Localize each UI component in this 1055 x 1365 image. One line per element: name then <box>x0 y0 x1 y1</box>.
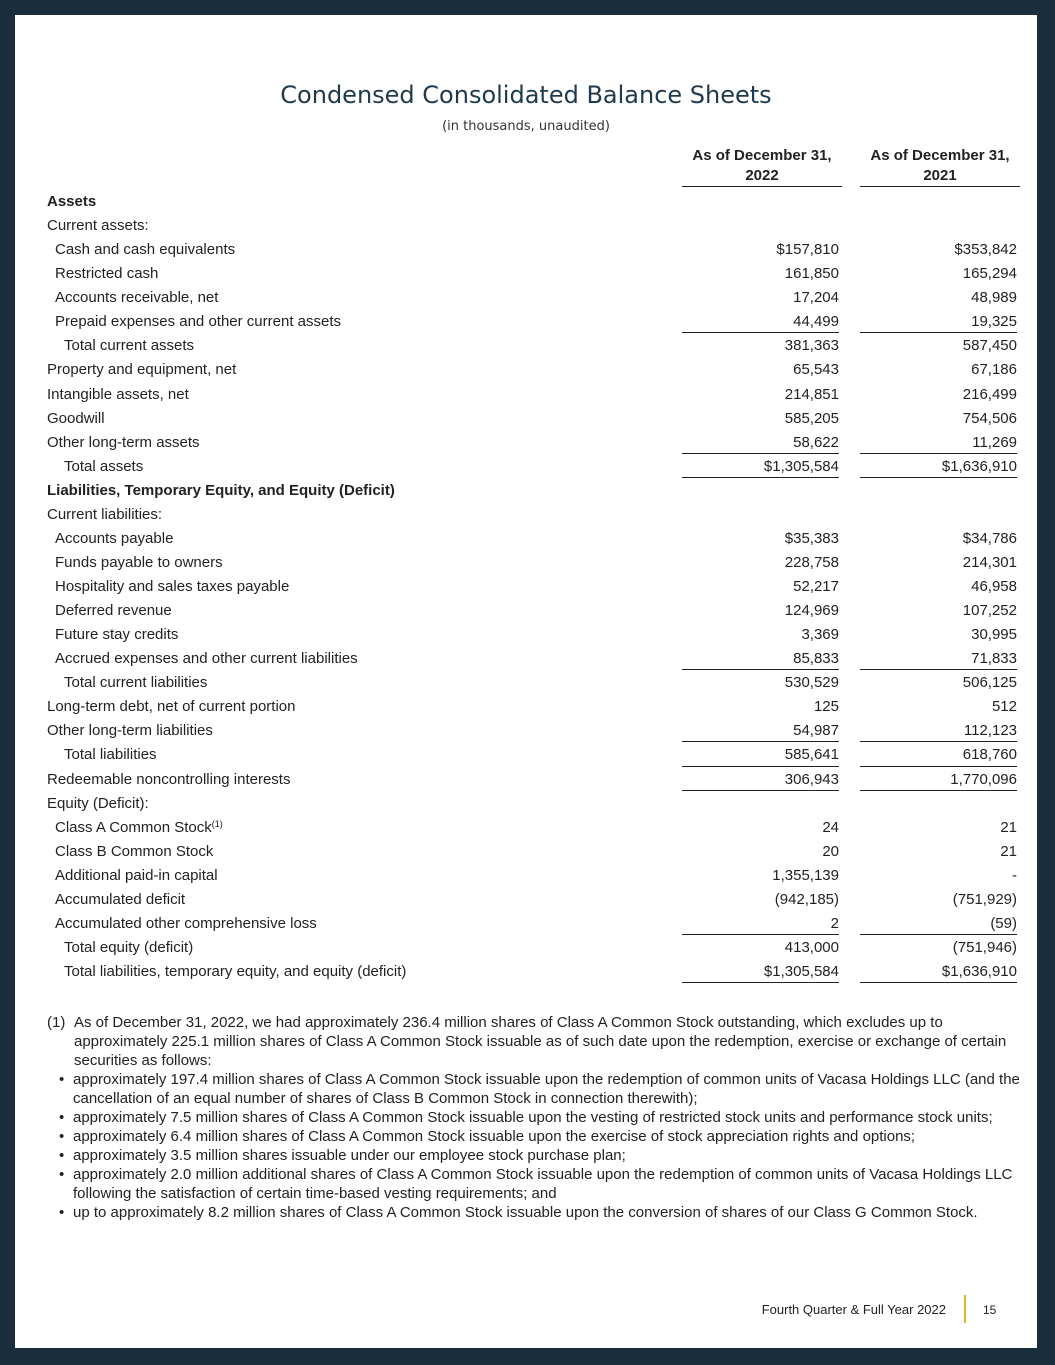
table-row <box>47 935 1019 959</box>
row-label-text: Total equity (deficit) <box>64 938 194 956</box>
table-row <box>47 285 1019 309</box>
row-label-text: Intangible assets, net <box>47 385 189 403</box>
value-2022: $1,305,584 <box>763 457 839 475</box>
bullet-icon: • <box>59 1109 65 1126</box>
row-label <box>55 650 358 667</box>
table-row <box>47 646 1019 670</box>
row-label <box>64 674 207 691</box>
table-row <box>47 694 1019 718</box>
row-label-text: Hospitality and sales taxes payable <box>55 578 290 595</box>
footnote <box>47 1013 1022 1222</box>
table-row <box>47 550 1019 574</box>
row-label-text: Accumulated deficit <box>55 890 186 908</box>
total-rule <box>682 982 839 983</box>
row-label-text: Total liabilities <box>64 746 157 764</box>
value-2021: $1,636,910 <box>941 963 1017 980</box>
value-2021: 1,770,096 <box>950 770 1017 788</box>
row-label-text: Funds payable to owners <box>55 553 223 571</box>
value-2021: 506,125 <box>962 674 1017 692</box>
row-label-text: Total current liabilities <box>64 674 208 692</box>
row-label <box>47 506 162 523</box>
table-row <box>47 863 1019 887</box>
row-label-text: Equity (Deficit): <box>47 794 149 812</box>
row-label-text: Restricted cash <box>55 265 159 283</box>
page-number: 15 <box>983 1303 997 1317</box>
value-2021: 21 <box>1000 818 1017 836</box>
value-2022: 381,363 <box>784 337 839 355</box>
table-row <box>47 478 1019 502</box>
value-2021: 618,760 <box>962 746 1017 764</box>
value-2022: 58,622 <box>793 433 839 451</box>
value-2021: 754,506 <box>962 409 1017 427</box>
value-2022: 413,000 <box>784 938 839 956</box>
row-label <box>55 915 317 932</box>
footnote-item-text: approximately 3.5 million shares issuable under our employee stock purchase plan; <box>73 1147 626 1164</box>
table-row <box>47 430 1019 454</box>
value-2021: 216,499 <box>962 385 1017 403</box>
value-2022: 306,943 <box>784 770 839 788</box>
total-rule <box>860 982 1017 983</box>
page-title: Condensed Consolidated Balance Sheets <box>280 81 772 109</box>
table-row <box>47 574 1019 598</box>
footnote-list-item <box>59 1146 1022 1165</box>
table-row <box>47 357 1019 381</box>
footer-divider <box>964 1295 966 1323</box>
row-label <box>47 434 200 451</box>
value-2021: 11,269 <box>972 433 1017 451</box>
row-label-text: Prepaid expenses and other current assets <box>55 313 342 331</box>
row-label-text: Accrued expenses and other current liabilities <box>55 650 358 668</box>
table-row <box>47 213 1019 237</box>
footnote-item-text: approximately 197.4 million shares of Class A Common Stock issuable upon the redemption of common units of Vacasa Holdings LLC (and the cancellation of an equal number of shares of Class B Common Stock in connection therewith); <box>73 1071 1020 1107</box>
row-label <box>55 265 158 282</box>
row-label-text: Accounts payable <box>55 529 174 547</box>
row-label-text: Class B Common Stock <box>55 842 214 860</box>
footnote-item-text: approximately 6.4 million shares of Class A Common Stock issuable upon the exercise of stock appreciation rights and options; <box>73 1128 916 1145</box>
footnote-reference: (1) <box>211 818 223 829</box>
column-header-2021: As of December 31, 2021 <box>860 146 1020 187</box>
value-2022: 52,217 <box>793 578 839 595</box>
row-label <box>64 939 193 956</box>
row-label-text: Total current assets <box>64 337 195 355</box>
row-label-text: Future stay credits <box>55 626 179 644</box>
balance-sheet-table <box>47 189 1019 983</box>
value-2021: 512 <box>991 698 1017 716</box>
table-row <box>47 454 1019 478</box>
value-2021: 107,252 <box>962 602 1017 620</box>
value-2021: $353,842 <box>954 241 1017 259</box>
row-label-text: Other long-term liabilities <box>47 722 213 740</box>
value-2022: 585,205 <box>784 409 839 427</box>
value-2021: 587,450 <box>962 337 1017 355</box>
bullet-icon: • <box>59 1166 65 1183</box>
row-label <box>55 530 173 547</box>
row-label <box>55 554 223 571</box>
value-2022: 125 <box>813 698 839 716</box>
row-label <box>47 722 213 739</box>
row-label-text: Redeemable noncontrolling interests <box>47 770 291 788</box>
document-page <box>15 15 1037 1348</box>
row-label <box>47 698 295 715</box>
row-label <box>55 819 223 836</box>
table-row <box>47 382 1019 406</box>
value-2022: 585,641 <box>784 746 839 764</box>
row-label-text: Class A Common Stock <box>55 818 212 836</box>
row-label-text: Other long-term assets <box>47 433 200 451</box>
value-2021: - <box>1012 866 1017 884</box>
value-2022: 44,499 <box>793 313 839 331</box>
footnote-list-item <box>59 1108 1022 1127</box>
value-2022: $157,810 <box>776 241 839 259</box>
value-2022: $1,305,584 <box>763 963 839 980</box>
row-label <box>47 795 149 812</box>
table-row <box>47 333 1019 357</box>
value-2022: 17,204 <box>793 289 839 307</box>
value-2021: (59) <box>990 914 1017 932</box>
row-label-text: Total liabilities, temporary equity, and equity (deficit) <box>64 963 407 980</box>
table-row <box>47 526 1019 550</box>
value-2021: $34,786 <box>962 529 1017 547</box>
value-2021: $1,636,910 <box>941 457 1017 475</box>
row-label-text: Goodwill <box>47 409 105 427</box>
row-label <box>55 867 218 884</box>
table-row <box>47 791 1019 815</box>
row-label-text: Long-term debt, net of current portion <box>47 698 296 716</box>
footnote-text: As of December 31, 2022, we had approximately 236.4 million shares of Class A Common Stock outstanding, which excludes up to approximately 225.1 million shares of Class A Common Stock issuable as of such date upon the redemption, exercise or exchange of certain securities as follows: <box>74 1014 1007 1069</box>
row-label-text: Property and equipment, net <box>47 361 237 379</box>
value-2022: 54,987 <box>793 722 839 740</box>
value-2021: (751,929) <box>952 890 1017 908</box>
row-label-text: Deferred revenue <box>55 602 172 620</box>
table-row <box>47 598 1019 622</box>
value-2021: 112,123 <box>963 722 1017 740</box>
table-row <box>47 959 1019 983</box>
row-label <box>47 771 290 788</box>
value-2022: 2 <box>830 914 839 932</box>
row-label-text: Current liabilities: <box>47 505 163 523</box>
row-label-text: Liabilities, Temporary Equity, and Equity (Deficit) <box>47 481 395 499</box>
value-2021: 30,995 <box>971 626 1017 644</box>
row-label-text: Additional paid-in capital <box>55 866 218 884</box>
row-label <box>55 626 178 643</box>
table-row <box>47 237 1019 261</box>
table-row <box>47 742 1019 766</box>
footnote-list-item <box>59 1165 1022 1203</box>
row-label <box>64 337 194 354</box>
row-label <box>55 313 341 330</box>
value-2022: 65,543 <box>793 361 839 379</box>
value-2022: 3,369 <box>801 626 839 644</box>
table-row <box>47 718 1019 742</box>
row-label <box>47 361 236 378</box>
row-label <box>55 602 172 619</box>
table-row <box>47 261 1019 285</box>
value-2021: 67,186 <box>971 361 1017 379</box>
value-2022: 20 <box>822 842 839 860</box>
bullet-icon: • <box>59 1128 65 1145</box>
row-label <box>55 843 213 860</box>
row-label <box>64 963 406 980</box>
table-row <box>47 670 1019 694</box>
row-label-text: Cash and cash equivalents <box>55 241 236 259</box>
row-label-text: Current assets: <box>47 217 149 235</box>
value-2022: 530,529 <box>784 674 839 692</box>
table-row <box>47 189 1019 213</box>
table-row <box>47 839 1019 863</box>
row-label <box>47 482 395 499</box>
value-2022: 228,758 <box>784 553 839 571</box>
row-label <box>47 386 189 403</box>
footnote-item-text: approximately 7.5 million shares of Class A Common Stock issuable upon the vesting of restricted stock units and performance stock units; <box>73 1109 993 1126</box>
table-row <box>47 406 1019 430</box>
value-2022: 161,850 <box>784 265 839 283</box>
value-2021: 165,294 <box>962 265 1017 283</box>
footnote-list <box>47 1070 1022 1222</box>
row-label-text: Assets <box>47 193 97 210</box>
footnote-list-item <box>59 1127 1022 1146</box>
value-2021: 48,989 <box>971 289 1017 307</box>
value-2021: 71,833 <box>971 650 1017 668</box>
footer-text: Fourth Quarter & Full Year 2022 <box>761 1302 946 1317</box>
value-2021: (751,946) <box>952 938 1017 956</box>
footnote-list-item <box>59 1070 1022 1108</box>
footnote-marker: (1) <box>47 1014 66 1031</box>
table-row <box>47 767 1019 791</box>
value-2022: 124,969 <box>784 602 839 620</box>
value-2021: 214,301 <box>962 553 1017 571</box>
value-2021: 21 <box>1000 842 1017 860</box>
footnote-item-text: up to approximately 8.2 million shares of Class A Common Stock issuable upon the conversion of shares of our Class G Common Stock. <box>73 1204 978 1221</box>
value-2022: 24 <box>822 818 839 836</box>
row-label <box>55 891 185 908</box>
bullet-icon: • <box>59 1147 65 1164</box>
value-2022: 85,833 <box>793 650 839 668</box>
value-2022: $35,383 <box>784 529 839 547</box>
bullet-icon: • <box>59 1204 65 1221</box>
table-row <box>47 815 1019 839</box>
table-row <box>47 911 1019 935</box>
row-label <box>47 410 105 427</box>
row-label <box>64 746 157 763</box>
table-row <box>47 502 1019 526</box>
value-2021: 46,958 <box>971 578 1017 595</box>
row-label <box>55 241 235 258</box>
row-label <box>55 578 289 595</box>
row-label <box>47 193 96 210</box>
bullet-icon: • <box>59 1071 65 1088</box>
page-subtitle: (in thousands, unaudited) <box>442 119 610 134</box>
value-2021: 19,325 <box>971 313 1017 331</box>
row-label-text: Accounts receivable, net <box>55 289 219 307</box>
table-row <box>47 887 1019 911</box>
row-label <box>64 458 143 475</box>
table-row <box>47 309 1019 333</box>
footnote-item-text: approximately 2.0 million additional shares of Class A Common Stock issuable upon the redemption of common units of Vacasa Holdings LLC following the satisfaction of certain time-based vesting requirements; and <box>73 1166 1013 1202</box>
table-row <box>47 622 1019 646</box>
column-header-2022: As of December 31, 2022 <box>682 146 842 187</box>
row-label <box>55 289 218 306</box>
value-2022: (942,185) <box>774 890 839 908</box>
footnote-list-item <box>59 1203 1022 1222</box>
value-2022: 214,851 <box>784 385 839 403</box>
value-2022: 1,355,139 <box>772 866 839 884</box>
row-label-text: Accumulated other comprehensive loss <box>55 914 317 932</box>
row-label-text: Total assets <box>64 457 144 475</box>
row-label <box>47 217 149 234</box>
